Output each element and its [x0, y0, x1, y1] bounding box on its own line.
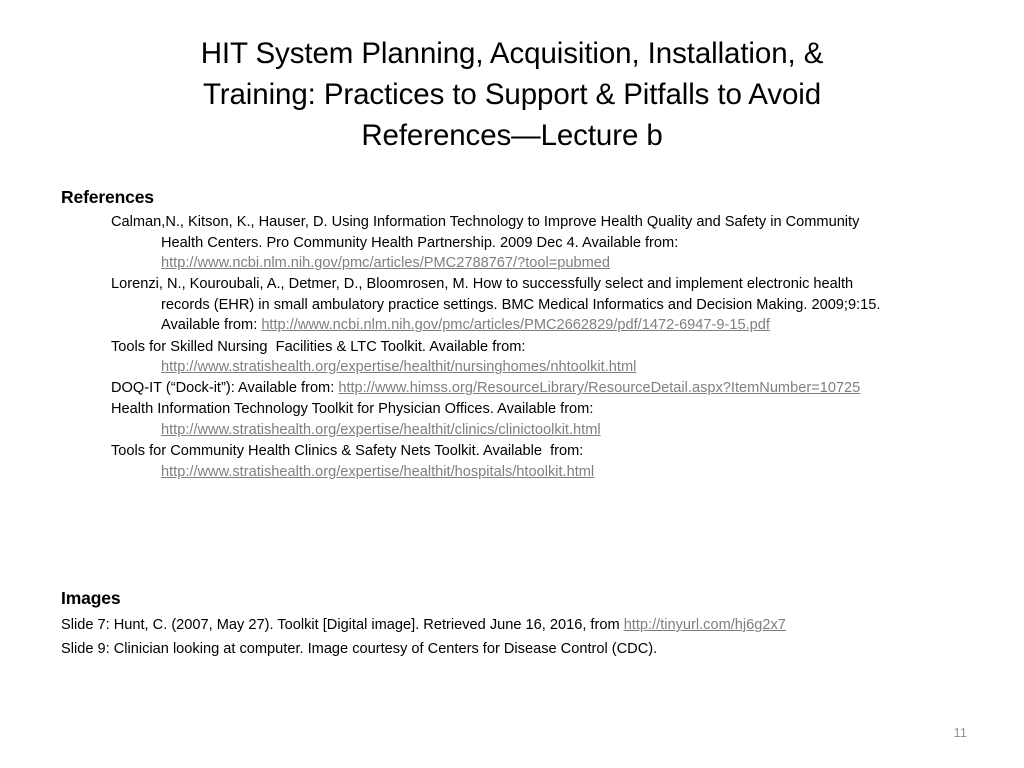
- reference-item: [61, 441, 971, 482]
- slide-title-line-1: HIT System Planning, Acquisition, Installation, &: [200, 37, 824, 70]
- reference-text: Tools for Skilled Nursing Facilities & LTC Toolkit. Available from:: [111, 338, 526, 355]
- reference-link[interactable]: http://www.stratishealth.org/expertise/healthit/nursinghomes/nhtoolkit.html: [161, 359, 637, 376]
- reference-link[interactable]: http://www.stratishealth.org/expertise/healthit/hospitals/htoolkit.html: [161, 463, 595, 480]
- reference-text: DOQ-IT (“Dock-it”): Available from:: [111, 380, 339, 397]
- image-credit-link[interactable]: http://tinyurl.com/hj6g2x7: [623, 617, 786, 633]
- images-section: [61, 587, 971, 661]
- slide-title-line-3: References—Lecture b: [361, 119, 663, 152]
- reference-link[interactable]: http://www.ncbi.nlm.nih.gov/pmc/articles/PMC2662829/pdf/1472-6947-9-15.pdf: [261, 317, 770, 334]
- slide-title-line-2: Training: Practices to Support & Pitfalls to Avoid: [202, 78, 822, 111]
- reference-text: Health Information Technology Toolkit for Physician Offices. Available from:: [111, 401, 594, 418]
- reference-link[interactable]: http://www.stratishealth.org/expertise/healthit/clinics/clinictoolkit.html: [161, 421, 601, 438]
- references-heading: References: [61, 187, 154, 207]
- reference-item: [61, 337, 971, 378]
- reference-link[interactable]: http://www.ncbi.nlm.nih.gov/pmc/articles/PMC2788767/?tool=pubmed: [161, 255, 610, 272]
- slide-title: [62, 33, 962, 156]
- reference-item: [61, 399, 971, 440]
- images-heading: Images: [61, 588, 121, 608]
- image-credit-item: [61, 613, 971, 637]
- references-section: [61, 186, 971, 483]
- image-credit-text: Slide 7: Hunt, C. (2007, May 27). Toolkit [Digital image]. Retrieved June 16, 2016, from: [61, 617, 624, 633]
- reference-text: records (EHR) in small ambulatory practice settings. BMC Medical Informatics and Decision Making. 2009;9:15.: [161, 296, 881, 313]
- reference-text: Lorenzi, N., Kouroubali, A., Detmer, D., Bloomrosen, M. How to successfully select and implement electronic health: [111, 276, 854, 293]
- reference-text: Available from:: [161, 317, 262, 334]
- reference-item: [61, 212, 971, 274]
- image-credit-item: [61, 637, 971, 661]
- reference-item: [61, 274, 971, 336]
- image-credit-text: Slide 9: Clinician looking at computer. Image courtesy of Centers for Disease Control (CDC).: [61, 641, 658, 657]
- reference-text: Tools for Community Health Clinics & Safety Nets Toolkit. Available from:: [111, 443, 584, 460]
- page-number: 11: [953, 725, 967, 740]
- reference-text: Calman,N., Kitson, K., Hauser, D. Using Information Technology to Improve Health Quality and Safety in Community: [111, 214, 860, 230]
- reference-item: [61, 378, 971, 399]
- references-list: [61, 212, 971, 482]
- reference-link[interactable]: http://www.himss.org/ResourceLibrary/ResourceDetail.aspx?ItemNumber=10725: [338, 380, 861, 397]
- reference-text: Health Centers. Pro Community Health Partnership. 2009 Dec 4. Available from:: [161, 234, 679, 251]
